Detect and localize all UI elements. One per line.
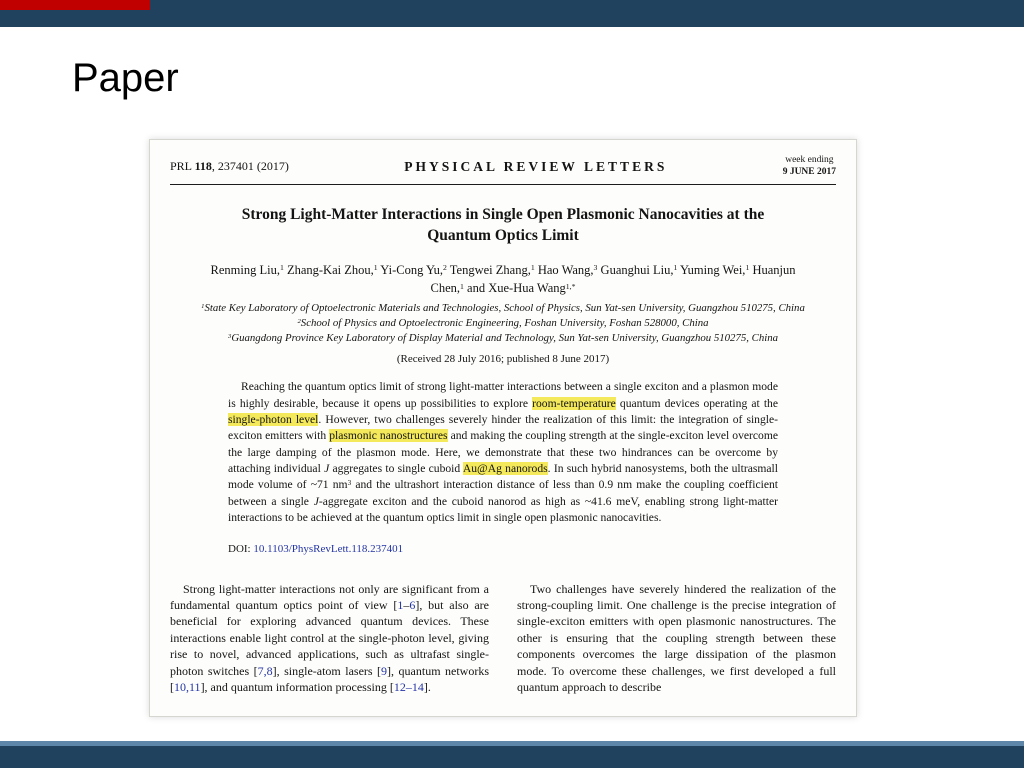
journal-name: PHYSICAL REVIEW LETTERS xyxy=(404,158,668,174)
journal-header xyxy=(170,153,836,184)
received-published-line: (Received 28 July 2016; published 8 June 2017) xyxy=(396,353,610,366)
body-columns xyxy=(170,581,836,696)
week-ending-block xyxy=(783,155,836,179)
red-accent-bar xyxy=(0,0,150,10)
affiliation-3: $^3$Guangdong Province Key Laboratory of Display Material and Technology, Sun Yat-sen University, Guangzhou 510275, China xyxy=(227,332,779,345)
journal-citation: PRL 118, 237401 (2017) xyxy=(170,159,289,174)
paper-title: Strong Light-Matter Interactions in Single Open Plasmonic Nanocavities at the Quantum Optics Limit xyxy=(241,205,765,244)
header-divider xyxy=(170,184,836,185)
affiliation-2: $^2$School of Physics and Optoelectronic Engineering, Foshan University, Foshan 528000, China xyxy=(297,317,709,330)
issue-date: 9 JUNE 2017 xyxy=(782,166,836,177)
top-accent-bar xyxy=(0,0,1024,27)
paper-authors: Renming Liu,$^1$ Zhang-Kai Zhou,$^1$ Yi-Cong Yu,$^2$ Tengwei Zhang,$^1$ Hao Wang,$^3$ Guanghui Liu,$^1$ Yuming Wei,$^1$ Huanjun Chen,$^1$ and Xue-Hua Wang$^{1,*}$ xyxy=(210,262,796,296)
body-column-right: Two challenges have severely hindered the realization of the strong-coupling limit. One challenge is the precise integration of single-exciton emitters with open plasmonic nanostructures. The other is ensuring that the coupling strength between these components overcomes the large dissipation of the plasmon mode. To overcome these challenges, we first developed a full quantum approach to describe xyxy=(517,581,836,695)
doi-line: DOI: 10.1103/PhysRevLett.118.237401 xyxy=(228,542,404,555)
slide-title: Paper xyxy=(72,56,179,100)
affiliations xyxy=(200,301,806,346)
paper-page xyxy=(149,139,857,717)
week-ending-label: week ending xyxy=(785,155,834,165)
bottom-bar xyxy=(0,746,1024,768)
abstract-text: Reaching the quantum optics limit of strong light-matter interactions between a single exciton and a plasmon mode is highly desirable, because it opens up possibilities to explore room-temperature quantum devices operating at the single-photon level. However, two challenges severely hinder the realization of this limit: the integration of single-exciton emitters with plasmonic nanostructures and making the coupling strength at the single-exciton level overcome the large damping of the plasmon mode. Here, we demonstrate that these two hindrances can be overcome by attaching individual J aggregates to single cuboid Au@Ag nanorods. In such hybrid nanosystems, both the ultrasmall mode volume of ~71 $nm^3$ and the ultrashort interaction distance of less than 0.9 nm make the coupling coefficient between a single J-aggregate exciton and the cuboid nanorod as high as ~41.6 meV, enabling strong light-matter interactions to be achieved at the quantum optics limit in single open plasmonic nanocavities. xyxy=(228,380,778,525)
body-column-left: Strong light-matter interactions not only are significant from a fundamental quantum optics point of view [1–6], but also are beneficial for exploring advanced quantum devices. These interactions enable light control at the single-photon level, giving rise to novel, advanced applications, such as ultrafast single-photon switches [7,8], single-atom lasers [9], quantum networks [10,11], and quantum information processing [12–14]. xyxy=(170,581,490,695)
affiliation-1: $^1$State Key Laboratory of Optoelectronic Materials and Technologies, School of Physics, Sun Yat-sen University, Guangzhou 510275, China xyxy=(201,302,805,315)
